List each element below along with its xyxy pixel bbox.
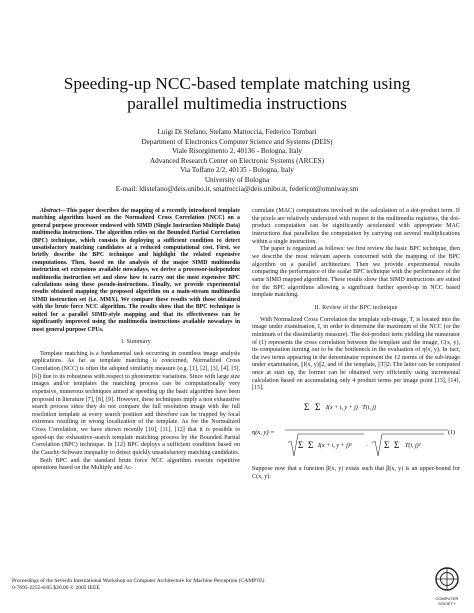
- svg-text:Σ: Σ: [308, 440, 314, 451]
- abstract: [32, 208, 240, 334]
- svg-text:Σ: Σ: [394, 440, 400, 451]
- svg-text:·: ·: [366, 443, 368, 450]
- svg-text:Σ: Σ: [384, 440, 390, 451]
- intro-paragraph-2: Both BPC and the standard brute force NCC algorithm execute repetitive operations based on the Multiply and Ac-: [32, 457, 240, 472]
- svg-text:Σ: Σ: [298, 440, 304, 451]
- left-column: [32, 208, 240, 473]
- author-emails: E-mail: ldistefano@deis.unibo.it, smattoccia@deis.unibo.it, federicot@omniway.sm: [115, 185, 359, 193]
- affiliation-address-1: Viale Risorgimento 2, 40136 - Bologna, Italy: [172, 147, 302, 155]
- right-paragraph-1: cumulate (MAC) computations involved in the calculation of a dot-product term. If the pixels are relatively undersized with respect to the multimedia registries, the dot-product computation can be significantly accelerated with appropriate MAC instructions that parallelize the computation by carrying out several multiplications within a single instruction.: [252, 208, 460, 245]
- affiliation-address-2: Via Toffano 2/2, 40135 - Bologna, Italy: [180, 166, 294, 174]
- affiliation-center: Advanced Research Center on Electronic Systems (ARCES): [149, 156, 325, 165]
- equation-1: [252, 396, 460, 464]
- author-block: [20, 128, 454, 195]
- footer-isbn: 0-7695-2255-6/05 $20.00 © 2005 IEEE: [12, 585, 100, 592]
- right-paragraph-2: The paper is organized as follows: we first review the basic BPC technique, then we describe the most relevant aspects concerned with the mapping of the BPC algorithm on a parallel architecture. Then we provide experimental results comparing the performance of the scalar BPC technique with the performance of the same SIMD mapped algorithm. These results show that SIMD instructions are suited for the BPC algorithms allowing a significant further speed-up in NCC based template matching.: [252, 246, 460, 299]
- right-column: [252, 208, 460, 481]
- right-paragraph-4: Suppose now that a function β(x, y) exists such that β(x, y) is an upper-bound for C(x, y):: [252, 466, 460, 480]
- affiliation-university: University of Bologna: [204, 175, 270, 184]
- author-names: Luigi Di Stefano, Stefano Mattoccia, Federico Tombari: [157, 128, 317, 136]
- intro-paragraph-1: Template matching is a fundamental task occurring in countless image analysis applications. As far as template matching is concerned, Normalized Cross Correlation (NCC) is often the adopted similarity measure (e.g. [1], [2], [3], [4], [5], [6]) due to its robustness with respect to photometric variations. Since with large size images and/or templates the matching process can be computationally very expensive, numerous techniques aimed at speeding up the basic algorithm have been proposed in literature [7], [8], [9]. However, these techniques imply a non exhaustive search process since they do not compare the full resolution image with the full resolution template at every search position and therefore can be trapped by local extremes resulting in wrong localization of the template. As for the Normalized Cross Correlation, we have shown recently [10], [11], [12] that it is possible to speed-up the exhaustive-search template matching process by the Bounded Partial Correlation (BPC) technique. In [12] BPC deploys a sufficient condition based on the Cauchy-Schwarz inequality to detect quickly unsatisfactory matching candidates.: [32, 350, 240, 457]
- svg-text:Σ: Σ: [304, 402, 310, 413]
- equation-lhs: η(x, y) =: [252, 429, 275, 437]
- svg-text:T(i, j)²: T(i, j)²: [405, 443, 421, 450]
- section-heading-summary: I. Summary: [121, 338, 151, 345]
- logo-emblem-icon: [432, 566, 462, 592]
- equation-figure: [252, 396, 460, 464]
- abstract-text: —This paper describes the mapping of a recently introduced template matching algorithm based on the Normalized Cross Correlation (NCC) on a general purpose processor endowed with SIMD (Single Instruction Multiple Data) multimedia instructions. The algorithm relies on the Bounded Partial Correlation (BPC) technique, which consists in deploying a sufficient condition to detect unsatisfactory matching candidates at a reduced computational cost. First, we briefly describe the BPC technique and highlight the related expensive computations. Then, based on the analysis of the major SIMD multimedia instruction set extensions available nowadays, we derive a processor-independent multimedia instruction set and show how to carry out the most expensive BPC calculations using these pseudo-instructions. Finally, we provide experimental results obtained mapping the proposed algorithm on a main-stream multimedia SIMD instruction set (i.e. MMX). We compare these results with those obtained with the brute force NCC algorithm. The results show that the BPC technique is suited for a parallel SIMD-style mapping and that its effectiveness can be significantly improved using the multimedia instructions available nowadays in most general purpose CPUs.: [32, 208, 240, 333]
- svg-text:I(x + i, y + j) · T(i, j): I(x + i, y + j) · T(i, j): [326, 405, 376, 412]
- page-footer: [12, 578, 264, 593]
- computer-society-logo: [432, 566, 462, 606]
- logo-text-2: SOCIETY: [438, 600, 456, 606]
- logo-text-1: COMPUTER: [435, 596, 459, 601]
- title-line-1: Speeding-up NCC-based template matching using: [63, 74, 411, 93]
- title-line-2: parallel multimedia instructions: [127, 94, 347, 113]
- abstract-label: Abstract: [40, 208, 61, 214]
- footer-proceedings: Proceedings of the Seventh International Workshop on Computer Architecture for Machine Perception (CAMP'05): [12, 578, 265, 584]
- svg-text:I(x + i, y + j)²: I(x + i, y + j)²: [318, 443, 352, 450]
- svg-text:Σ: Σ: [315, 402, 321, 413]
- affiliation-dept: Department of Electronics Computer Science and Systems (DEIS): [141, 137, 333, 146]
- section-heading-review: II. Review of the BPC technique: [314, 304, 398, 311]
- equation-number: (1): [448, 430, 455, 437]
- paper-title: [20, 74, 454, 114]
- right-paragraph-3: With Normalized Cross Correlation the template sub-image, T, is located into the image under examination, I, in order to determine the maximum of the NCC (or the minimum of the dissimilarity measure). The dot-product term yielding the numerator of (1) represents the cross correlation between the template and the image, C(x, y), its computation turning out to be the bottleneck in the evaluation of η(x, y). In fact, the two terms appearing in the denominator represent the ℓ2 norms of the sub-image under examination, ||I(x, y)||2, and of the template, ||T||2. The latter can be computed once at start up, the former can be obtained very efficiently using incremental calculation based on accumulating only 4 product terms per image point [13], [14], [15].: [252, 316, 460, 392]
